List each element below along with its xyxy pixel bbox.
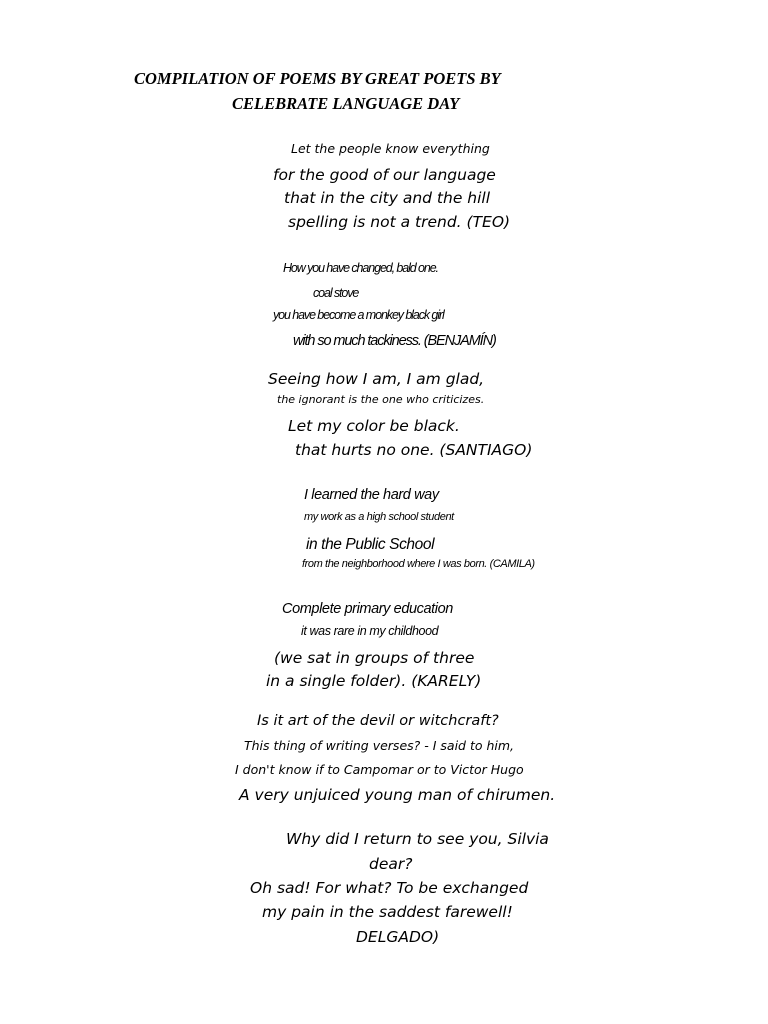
- poem-line: Let my color be black.: [288, 417, 460, 435]
- poem-line: Let the people know everything: [291, 141, 490, 156]
- poem-line: from the neighborhood where I was born. (CAMILA): [302, 558, 535, 570]
- poem-line: I don't know if to Campomar or to Victor Hugo: [235, 762, 524, 777]
- poem-line: it was rare in my childhood: [301, 624, 439, 638]
- poem-line: with so much tackiness. (BENJAMÍN): [293, 333, 496, 349]
- poem-line: dear?: [369, 855, 413, 873]
- poem-line: Oh sad! For what? To be exchanged: [250, 879, 529, 897]
- poem-line: my work as a high school student: [304, 511, 454, 523]
- poem-line: Complete primary education: [282, 601, 453, 617]
- poem-line: that hurts no one. (SANTIAGO): [295, 441, 533, 459]
- poem-line: How you have changed, bald one.: [283, 261, 438, 275]
- poem-line: Why did I return to see you, Silvia: [286, 830, 549, 848]
- poem-line: This thing of writing verses? - I said to him,: [244, 738, 515, 753]
- poem-line: for the good of our language: [273, 166, 496, 184]
- poem-line: spelling is not a trend. (TEO): [288, 213, 511, 231]
- poem-line: DELGADO): [356, 928, 440, 946]
- poem-line: in a single folder). (KARELY): [266, 672, 482, 690]
- poem-line: A very unjuiced young man of chirumen.: [239, 786, 556, 804]
- poem-line: Is it art of the devil or witchcraft?: [257, 713, 499, 729]
- poem-line: in the Public School: [306, 536, 435, 553]
- poem-line: (we sat in groups of three: [274, 649, 475, 667]
- poem-line: coal stove: [313, 286, 359, 300]
- document-title-line-2: CELEBRATE LANGUAGE DAY: [232, 94, 460, 113]
- poem-line: I learned the hard way: [304, 487, 439, 503]
- poem-line: that in the city and the hill: [284, 189, 491, 207]
- poem-line: you have become a monkey black girl: [273, 308, 444, 322]
- poem-line: Seeing how I am, I am glad,: [268, 370, 485, 388]
- document-title-line-1: COMPILATION OF POEMS BY GREAT POETS BY: [134, 69, 501, 88]
- poem-line: the ignorant is the one who criticizes.: [277, 393, 485, 406]
- poem-line: my pain in the saddest farewell!: [262, 903, 513, 921]
